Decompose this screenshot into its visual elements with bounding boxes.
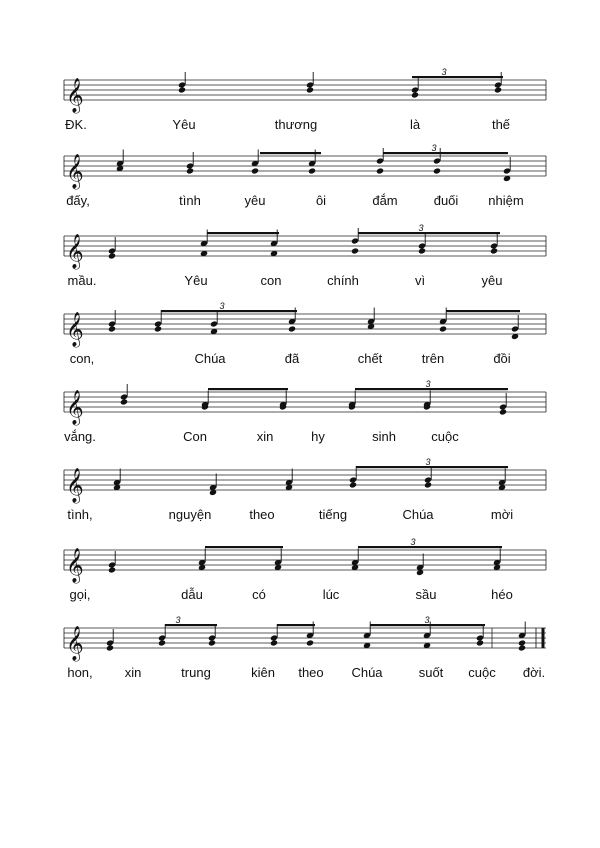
staff-system-5 — [0, 379, 600, 464]
tuplet-number: 3 — [418, 223, 424, 233]
lyric-syllable: đã — [284, 351, 300, 366]
lyric-syllable: tình — [179, 193, 201, 208]
lyric-syllable: yêu — [244, 193, 266, 208]
chord — [423, 391, 431, 411]
chord — [154, 310, 162, 333]
lyric-syllable: cuộc — [468, 665, 496, 680]
staff — [0, 620, 600, 668]
treble-clef-icon: 𝄞 — [66, 390, 84, 425]
treble-clef-icon: 𝄞 — [66, 234, 84, 269]
lyric-syllable: đuối — [433, 193, 459, 208]
notehead — [349, 481, 357, 488]
notehead — [208, 639, 216, 646]
chord — [270, 624, 278, 647]
notehead — [306, 639, 314, 646]
chord — [424, 466, 432, 489]
lyric-syllable: tình, — [67, 507, 93, 522]
lyric-syllable: kiên — [251, 665, 275, 680]
staff-system-6 — [0, 457, 600, 542]
lyric-syllable: sinh — [372, 429, 396, 444]
beam — [358, 546, 502, 548]
chord — [108, 237, 116, 260]
lyric-syllable: thế — [491, 117, 511, 132]
notehead — [186, 167, 194, 174]
lyric-syllable: vì — [414, 273, 426, 288]
lyric-syllable: vắng. — [64, 429, 96, 444]
tuplet-number: 3 — [425, 379, 431, 389]
lyric-syllable: theo — [298, 665, 324, 680]
staff-system-3 — [0, 223, 600, 308]
lyric-syllable: cuộc — [431, 429, 459, 444]
staff-system-8 — [0, 615, 600, 700]
notehead — [108, 252, 116, 259]
staff — [0, 462, 600, 510]
lyric-syllable: đấy, — [66, 193, 90, 208]
chord — [106, 629, 114, 652]
notehead — [494, 86, 502, 93]
tuplet-number: 3 — [441, 67, 447, 77]
lyric-syllable: ôi — [315, 193, 327, 208]
chord — [363, 622, 371, 650]
lyric-syllable: trung — [181, 665, 211, 680]
staff-system-4 — [0, 301, 600, 386]
lyric-syllable: Chúa — [402, 507, 434, 522]
staff — [0, 148, 600, 196]
beam — [208, 388, 288, 390]
beam — [260, 152, 321, 154]
notehead — [518, 644, 526, 651]
chord — [494, 72, 502, 94]
chord — [108, 310, 116, 333]
notehead — [439, 325, 447, 332]
beam — [355, 388, 508, 390]
tuplet-number: 3 — [219, 301, 225, 311]
notehead — [433, 167, 441, 174]
notehead — [288, 325, 296, 332]
tuplet-number: 3 — [425, 457, 431, 467]
chord — [201, 391, 209, 411]
treble-clef-icon: 𝄞 — [66, 312, 84, 347]
beam — [207, 232, 279, 234]
staff — [0, 228, 600, 276]
lyric-syllable: có — [252, 587, 266, 602]
lyric-syllable: hy — [311, 429, 325, 444]
notehead — [476, 639, 484, 646]
lyric-syllable: Yêu — [184, 273, 208, 288]
lyric-syllable: đồi — [493, 351, 511, 366]
chord — [348, 391, 356, 411]
lyric-syllable: thương — [274, 117, 318, 132]
beam — [205, 546, 283, 548]
notehead — [106, 644, 114, 651]
lyric-syllable: suốt — [418, 665, 444, 680]
lyric-syllable: gọi, — [69, 587, 91, 602]
chord — [349, 466, 357, 489]
beam — [277, 624, 315, 626]
lyric-syllable: đắm — [372, 193, 398, 208]
notehead — [306, 86, 314, 93]
chord — [279, 391, 287, 411]
staff — [0, 306, 600, 354]
notehead — [308, 167, 316, 174]
treble-clef-icon: 𝄞 — [66, 154, 84, 189]
chord — [518, 622, 526, 652]
treble-clef-icon: 𝄞 — [66, 548, 84, 583]
beam — [412, 76, 503, 78]
beam — [446, 310, 520, 312]
chord — [351, 228, 359, 255]
chord — [439, 308, 447, 333]
lyric-syllable: chết — [357, 351, 383, 366]
chord — [158, 624, 166, 647]
notehead — [178, 86, 186, 93]
lyric-syllable: chính — [327, 273, 359, 288]
lyric-syllable: là — [409, 117, 421, 132]
lyric-syllable: xin — [256, 429, 274, 444]
notehead — [154, 325, 162, 332]
chord — [178, 72, 186, 94]
lyric-syllable: mời — [490, 507, 514, 522]
lyric-syllable: con — [260, 273, 282, 288]
lyric-syllable: con, — [69, 351, 95, 366]
lyric-syllable: xin — [124, 665, 142, 680]
notehead — [120, 398, 128, 405]
lyric-syllable: lúc — [322, 587, 340, 602]
lyric-syllable: hon, — [67, 665, 93, 680]
notehead — [376, 167, 384, 174]
lyric-syllable: nguyện — [168, 507, 212, 522]
tuplet-number: 3 — [410, 537, 416, 547]
notehead — [158, 639, 166, 646]
chord — [376, 148, 384, 175]
beam — [356, 466, 508, 468]
chord — [200, 230, 208, 258]
chord — [120, 384, 128, 406]
chord — [490, 232, 498, 255]
lyric-syllable: theo — [249, 507, 275, 522]
notehead — [270, 639, 278, 646]
lyric-syllable: héo — [491, 587, 513, 602]
chord — [108, 551, 116, 574]
staff-system-1 — [0, 67, 600, 152]
chord — [306, 72, 314, 94]
beam — [358, 232, 500, 234]
beam — [161, 310, 297, 312]
notehead — [108, 325, 116, 332]
staff — [0, 72, 600, 120]
chord — [499, 393, 507, 416]
lyric-syllable: tiếng — [318, 507, 348, 522]
lyric-syllable: Con — [183, 429, 207, 444]
lyric-syllable: Yêu — [172, 117, 196, 132]
lyric-syllable: trên — [421, 351, 445, 366]
notehead — [424, 481, 432, 488]
treble-clef-icon: 𝄞 — [66, 626, 84, 661]
notehead — [499, 408, 507, 415]
tuplet-number: 3 — [431, 143, 437, 153]
tuplet-number: 3 — [424, 615, 430, 625]
lyric-syllable: đời. — [522, 665, 546, 680]
treble-clef-icon: 𝄞 — [66, 78, 84, 113]
lyric-syllable: nhiệm — [488, 193, 524, 208]
lyric-syllable: mầu. — [67, 273, 97, 288]
beam — [383, 152, 508, 154]
lyric-syllable: dẫu — [181, 587, 203, 602]
chord — [418, 232, 426, 255]
chord — [186, 152, 194, 175]
staff-system-7 — [0, 537, 600, 622]
staff — [0, 542, 600, 590]
lyric-syllable: sầu — [415, 587, 437, 602]
staff-system-2 — [0, 143, 600, 228]
notehead — [251, 167, 259, 174]
staff — [0, 384, 600, 432]
lyric-syllable: Chúa — [351, 665, 383, 680]
lyric-syllable: yêu — [481, 273, 503, 288]
chord — [476, 624, 484, 647]
lyric-syllable: Chúa — [194, 351, 226, 366]
chord — [411, 76, 419, 99]
chord — [208, 624, 216, 647]
notehead — [351, 247, 359, 254]
treble-clef-icon: 𝄞 — [66, 468, 84, 503]
tuplet-number: 3 — [175, 615, 181, 625]
lyric-syllable: ĐK. — [65, 117, 87, 132]
notehead — [411, 91, 419, 98]
notehead — [418, 247, 426, 254]
notehead — [108, 566, 116, 573]
notehead — [490, 247, 498, 254]
chord — [251, 150, 259, 175]
beam — [165, 624, 217, 626]
